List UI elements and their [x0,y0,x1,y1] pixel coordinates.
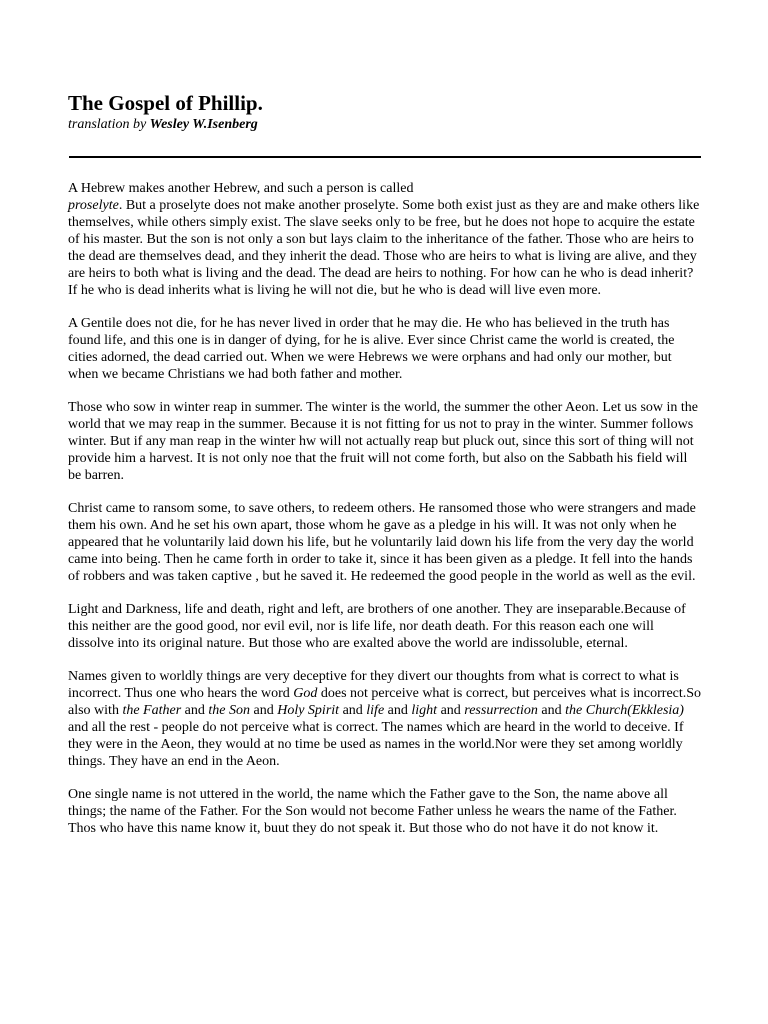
paragraph-1-emphasis: proselyte [68,198,119,213]
paragraph-4: Christ came to ransom some, to save others, to redeem others. He ransomed those who were strangers and made them his own. And he set his own apart, those whom he gave as a pledge in his will. It was not only when he appeared that he voluntarily laid down his life, but he voluntarily laid down his life from the very day the world came into being. Then he came forth in order to take it, since it has been given as a pledge. It fell into the hands of robbers and was taken captive , but he saved it. He redeemed the good people in the world as well as the evil. [68,501,696,584]
paragraph-2: A Gentile does not die, for he has never lived in order that he may die. He who has believed in the truth has found life, and this one is in danger of dying, for he is alive. Ever since Christ came the world is created, the cities adorned, the dead carried out. When we were Hebrews we were orphans and had only our mother, but when we became Christians we had both father and mother. [68,316,675,382]
paragraph-6-emphasis-2: the Father [122,703,182,718]
paragraph-6-emphasis-6: light [411,703,438,718]
paragraph-7: One single name is not uttered in the world, the name which the Father gave to the Son, the name above all things; the name of the Father. For the Son would not become Father unless he wears the name of the Father. Thos who have this name know it, buut they do not speak it. But those who do not have it do not know it. [68,787,677,836]
paragraph-6-text-7: and [437,703,465,718]
paragraph-6-text-1: Names given to worldly things are very deceptive for they divert our thoughts from what is correct to what is incorrect. Thus one who hears the word [68,669,679,701]
paragraph-6-emphasis-8: the Church(Ekklesia) [565,703,684,718]
paragraph-3: Those who sow in winter reap in summer. The winter is the world, the summer the other Aeon. Let us sow in the world that we may reap in the summer. Because it is not fitting for us not to pray in the winter. Summer follows winter. But if any man reap in the winter hw will not actually reap but pluck out, since this sort of thing will not provide him a harvest. It is not only noe that the fruit will not come forth, but also on the Sabbath his field will be barren. [68,400,699,483]
paragraph-6-text-4: and [250,703,278,718]
document-page [68,90,702,853]
paragraph-6-text-6: and [384,703,412,718]
paragraph-6-text-8: and [537,703,566,718]
paragraph-6-emphasis-7: ressurrection [464,703,538,718]
paragraph-5: Light and Darkness, life and death, right and left, are brothers of one another. They are inseparable.Because of this neither are the good good, nor evil evil, nor is life life, nor death death. For this reason each one will dissolve into its original nature. But those who are exalted above the world are indissoluble, eternal. [68,602,686,651]
paragraph-6 [68,668,702,770]
paragraph-6-text-2: does not perceive what is correct, but perceives what is incorrect.So also with [68,686,702,718]
paragraph-6-emphasis-5: life [366,703,385,718]
page-title: The Gospel of Phillip. [68,91,263,115]
paragraph-6-emphasis-1: God [293,686,318,701]
paragraph-1-text: . But a proselyte does not make another proselyte. Some both exist just as they are and make others like themselves, while others simply exist. The slave seeks only to be free, but he does not hope to acquire the estate of his master. But the son is not only a son but lays claim to the inheritance of the father. Those who are heirs to the dead are themselves dead, and they inherit the dead. Those who are heirs to what is living are alive, and they are heirs to both what is living and the dead. The dead are heirs to nothing. For how can he who is dead inherit? If he who is dead inherits what is living he will not die, but he who is dead will live even more. [68,198,700,298]
subtitle-prefix: translation by [68,117,150,132]
paragraph-6-emphasis-3: the Son [208,703,250,718]
horizontal-divider [69,156,701,158]
paragraph-1 [68,180,702,299]
paragraph-6-emphasis-4: Holy Spirit [277,703,340,718]
paragraph-6-text-3: and [181,703,209,718]
paragraph-6-text-5: and [339,703,367,718]
subtitle-author: Wesley W.Isenberg [149,117,258,132]
page-subtitle [68,116,702,134]
paragraph-1-line-1: A Hebrew makes another Hebrew, and such a person is called [68,181,414,196]
paragraph-6-text-9: and all the rest - people do not perceive what is correct. The names which are heard in the world to deceive. If they were in the Aeon, they would at no time be used as names in the world.Nor were they set among worldly things. They have an end in the Aeon. [68,720,684,769]
